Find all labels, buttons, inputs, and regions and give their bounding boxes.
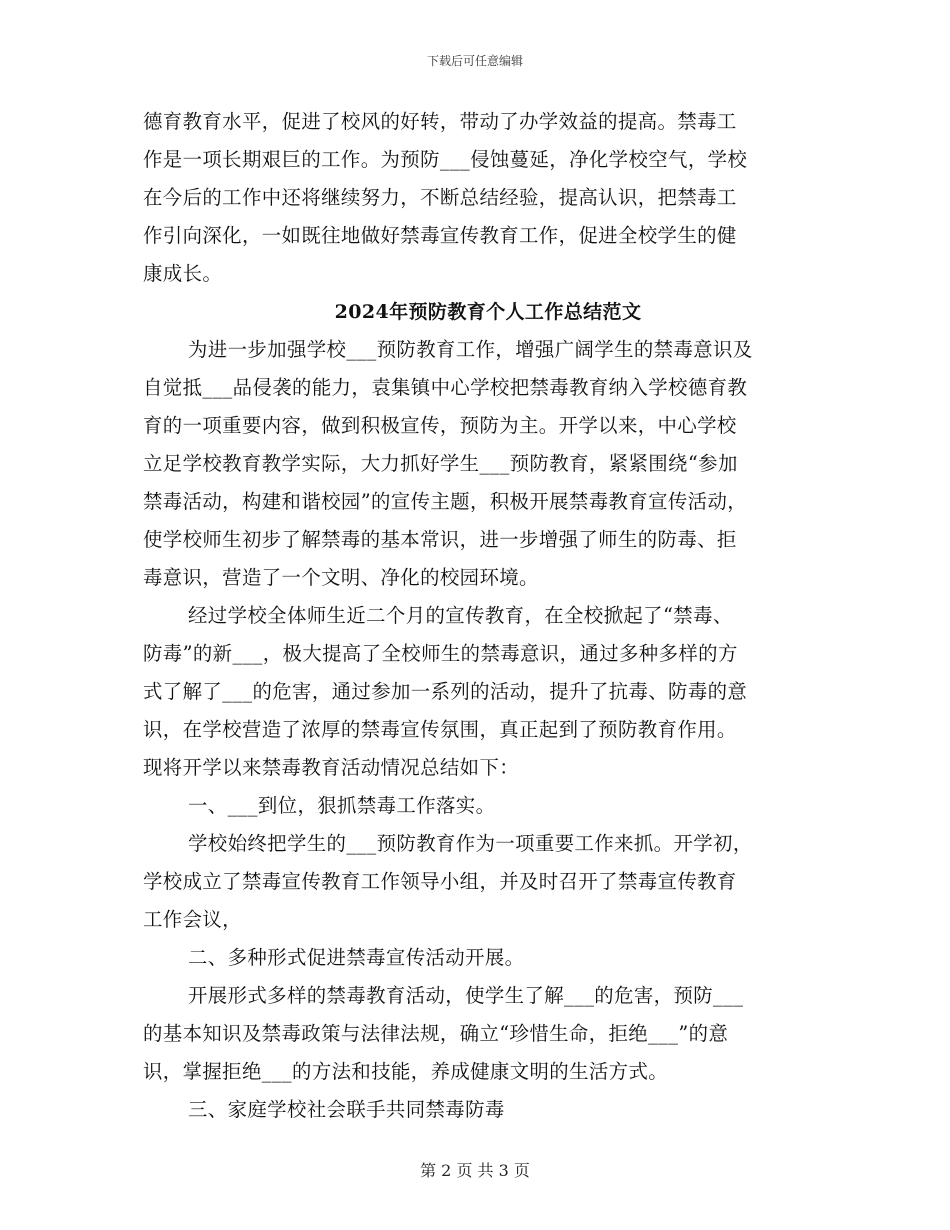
body-line: 禁毒活动，构建和谐校园”的宣传主题，积极开展禁毒教育宣传活动，	[143, 490, 748, 513]
body-line: 立足学校教育教学实际，大力抓好学生___预防教育，紧紧围绕“参加	[143, 452, 738, 475]
body-line: 式了解了___的危害，通过参加一系列的活动，提升了抗毒、防毒的意	[143, 680, 748, 703]
body-line: 识，掌握拒绝___的方法和技能，养成健康文明的生活方式。	[143, 1060, 669, 1083]
body-line: 使学校师生初步了解禁毒的基本常识，进一步增强了师生的防毒、拒	[143, 528, 737, 551]
section-heading: 一、___到位，狠抓禁毒工作落实。	[188, 794, 496, 817]
body-line: 现将开学以来禁毒教育活动情况总结如下：	[143, 756, 520, 779]
section-heading: 三、家庭学校社会联手共同禁毒防毒	[188, 1098, 505, 1121]
body-line: 作是一项长期艰巨的工作。为预防___侵蚀蔓延，净化学校空气，学校	[143, 148, 748, 171]
section-heading: 二、多种形式促进禁毒宣传活动开展。	[188, 946, 525, 969]
paragraph-start: 经过学校全体师生近二个月的宣传教育，在全校掀起了“禁毒、	[188, 604, 733, 627]
paragraph-start: 开展形式多样的禁毒教育活动，使学生了解___的危害，预防___	[188, 984, 744, 1007]
body-line: 德育教育水平，促进了校风的好转，带动了办学效益的提高。禁毒工	[143, 110, 737, 133]
body-line: 作引向深化，一如既往地做好禁毒宣传教育工作，促进全校学生的健	[143, 224, 737, 247]
body-line: 在今后的工作中还将继续努力，不断总结经验，提高认识，把禁毒工	[143, 186, 737, 209]
body-line: 康成长。	[143, 262, 223, 285]
body-line: 工作会议，	[143, 908, 242, 931]
body-line: 防毒”的新___，极大提高了全校师生的禁毒意识，通过多种多样的方	[143, 642, 738, 665]
section-title: 2024年预防教育个人工作总结范文	[334, 301, 642, 323]
body-line: 学校成立了禁毒宣传教育工作领导小组，并及时召开了禁毒宣传教育	[143, 870, 737, 893]
paragraph-start: 为进一步加强学校___预防教育工作，增强广阔学生的禁毒意识及	[188, 338, 753, 361]
paragraph-start: 学校始终把学生的___预防教育作为一项重要工作来抓。开学初，	[188, 832, 753, 855]
body-line: 育的一项重要内容，做到积极宣传，预防为主。开学以来，中心学校	[143, 414, 737, 437]
body-line: 识，在学校营造了浓厚的禁毒宣传氛围，真正起到了预防教育作用。	[143, 718, 737, 741]
body-line: 自觉抵___品侵袭的能力，袁集镇中心学校把禁毒教育纳入学校德育教	[143, 376, 748, 399]
body-line: 的基本知识及禁毒政策与法律法规，确立“珍惜生命，拒绝___”的意	[143, 1022, 729, 1045]
page-footer: 第 2 页 共 3 页	[420, 1161, 530, 1180]
page-header: 下载后可任意编辑	[426, 54, 523, 68]
document-body	[143, 103, 803, 1129]
body-line: 毒意识，营造了一个文明、净化的校园环境。	[143, 566, 539, 589]
